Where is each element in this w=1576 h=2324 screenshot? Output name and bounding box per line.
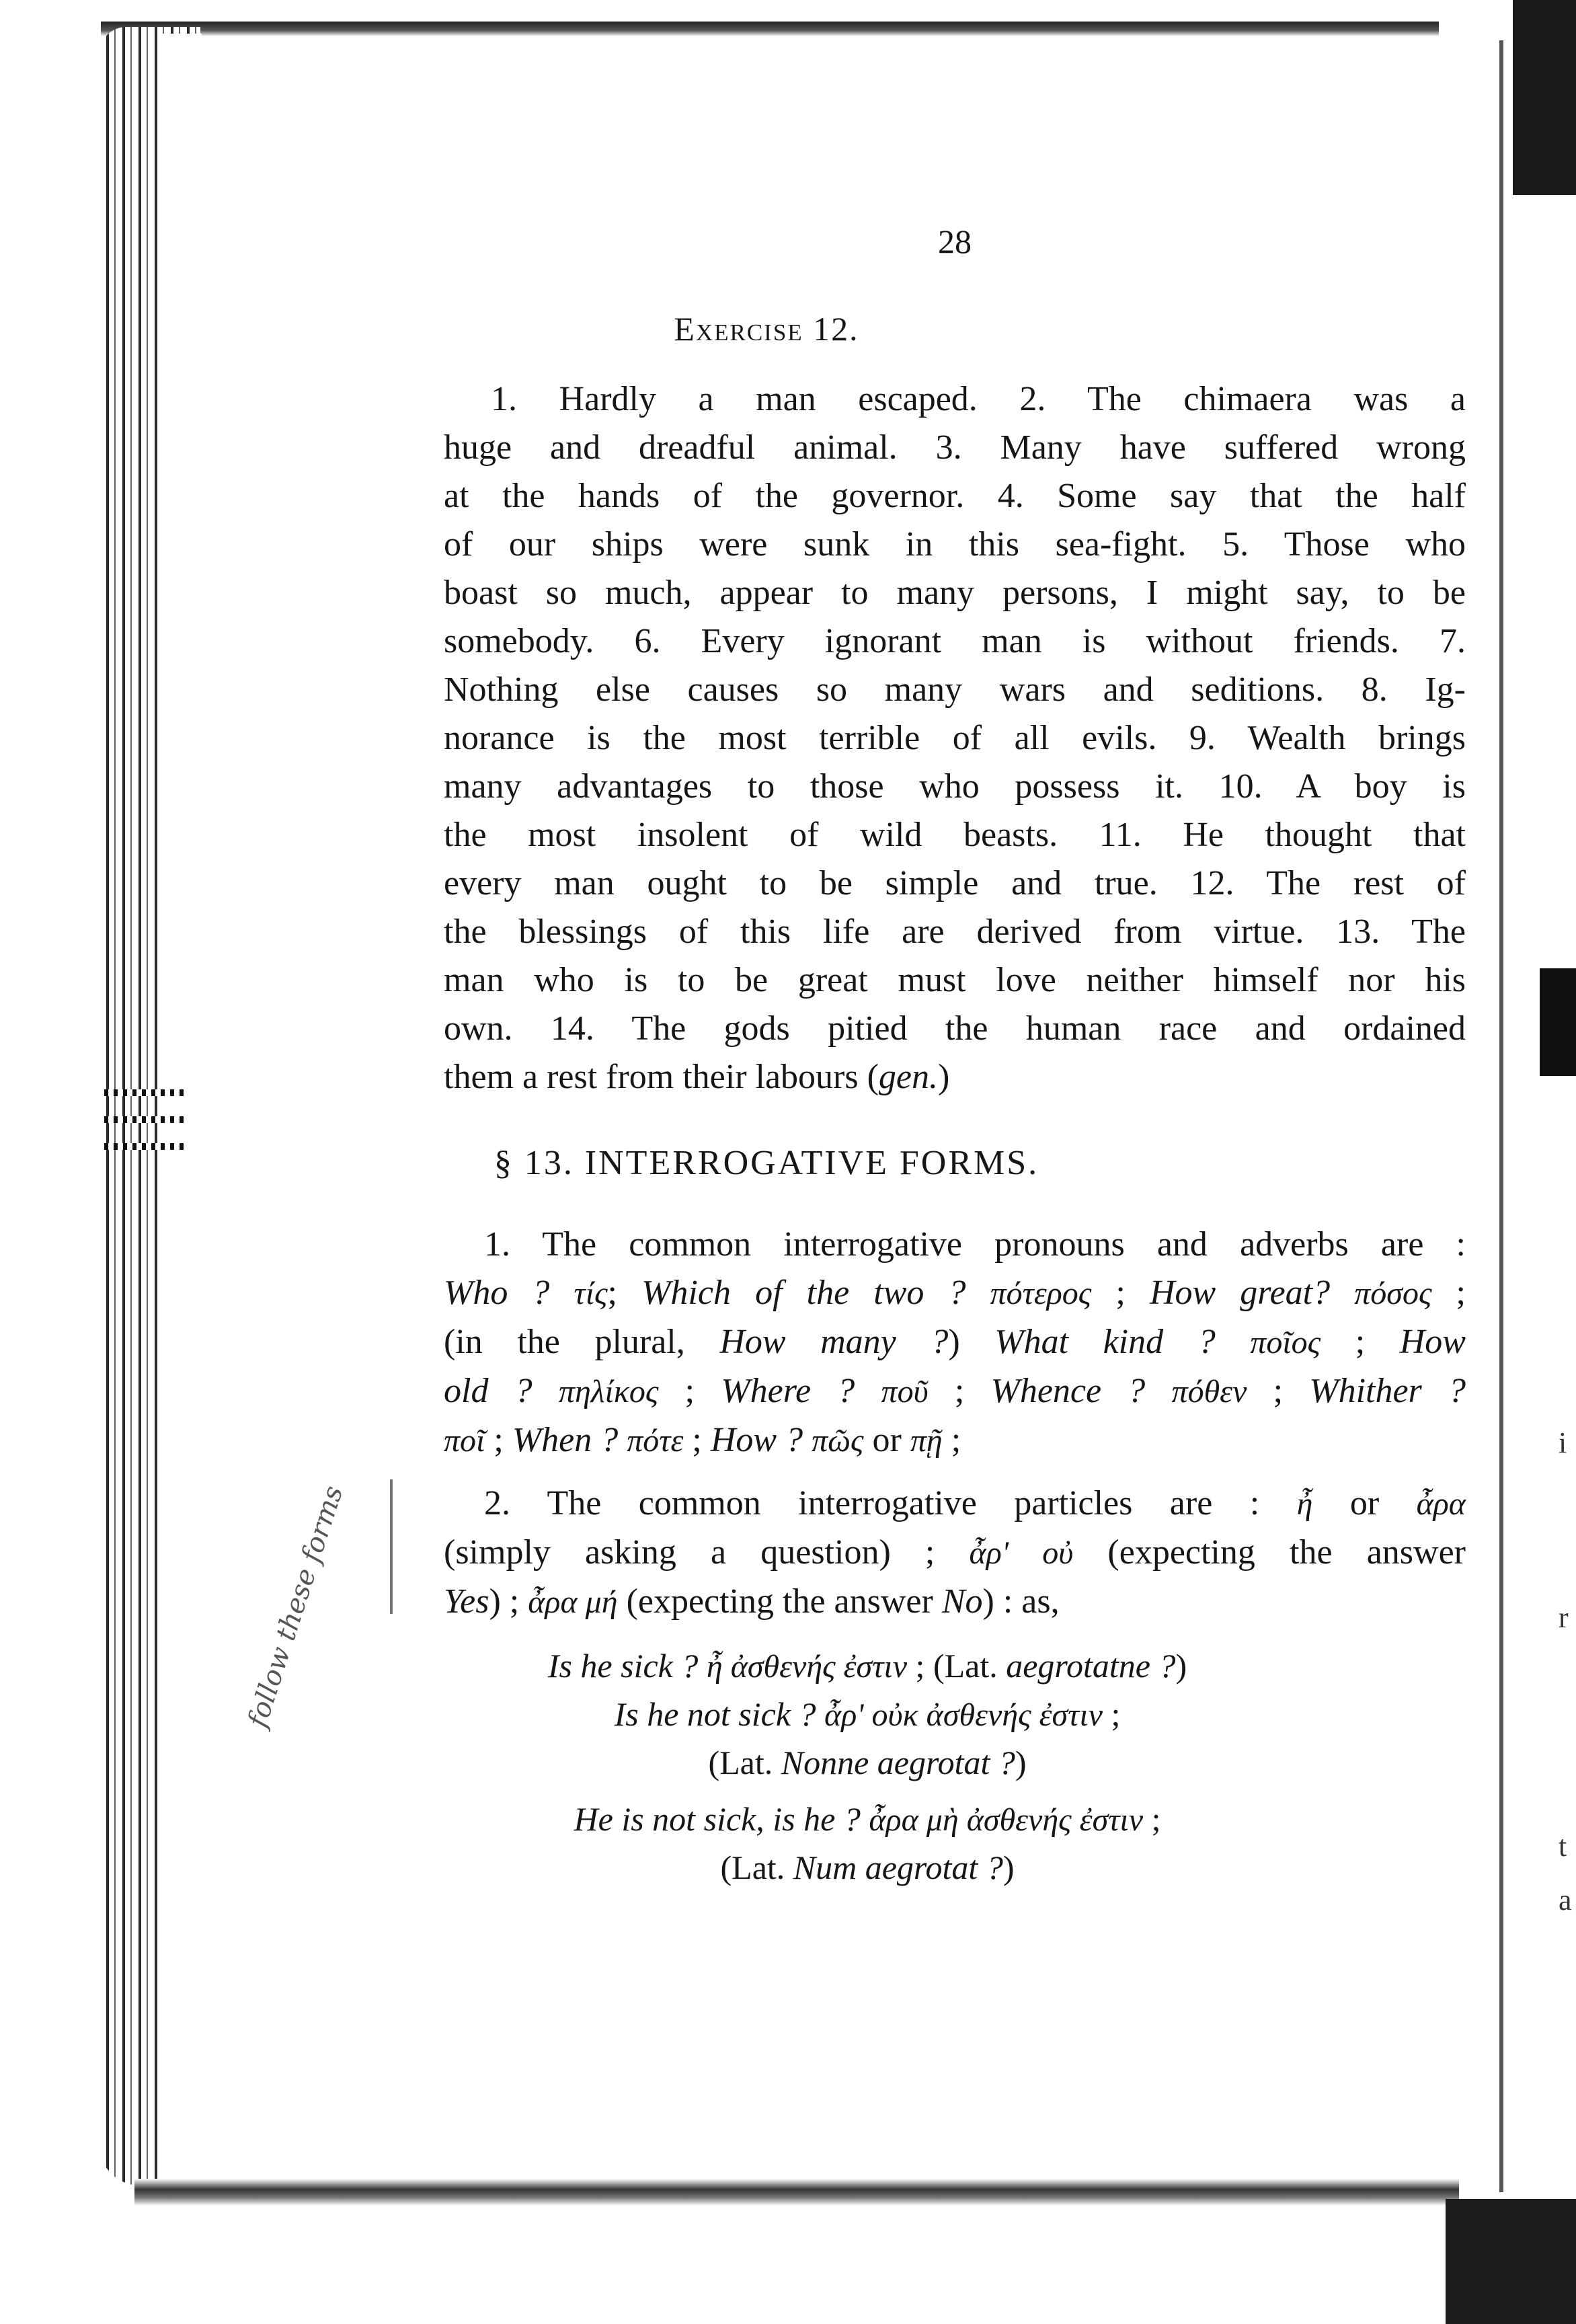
greek-term: τίς bbox=[574, 1276, 608, 1311]
punct: ; bbox=[1102, 1695, 1121, 1733]
punct: ; bbox=[1321, 1323, 1400, 1361]
text: (in the plural, bbox=[444, 1323, 720, 1361]
punct: ; bbox=[1143, 1800, 1161, 1838]
example-3 bbox=[0, 1743, 1533, 1782]
punct: ; bbox=[928, 1372, 991, 1410]
greek-term: ἆρα μή bbox=[528, 1584, 618, 1620]
punct: ; bbox=[658, 1372, 721, 1410]
exercise-line: Nothing else causes so many wars and seditions. 8. Ig- bbox=[444, 670, 1466, 709]
greek-term: ποῦ bbox=[881, 1374, 929, 1409]
exercise-paragraph bbox=[444, 375, 1466, 1101]
punct: ) ; bbox=[489, 1582, 528, 1621]
para1-line3 bbox=[444, 1318, 1466, 1367]
term: Yes bbox=[444, 1582, 489, 1621]
example-latin: Num aegrotat ? bbox=[793, 1849, 1003, 1886]
text: or bbox=[1312, 1484, 1417, 1522]
exercise-line: norance is the most terrible of all evils. 9. Wealth brings bbox=[444, 719, 1466, 757]
example-1 bbox=[0, 1646, 1533, 1685]
term: What kind ? bbox=[994, 1323, 1216, 1361]
scan-shadow-mid-right bbox=[1540, 968, 1576, 1076]
exercise-line: many advantages to those who possess it. 10. A boy is bbox=[444, 767, 1466, 806]
exercise-line: at the hands of the governor. 4. Some say that the half bbox=[444, 477, 1466, 515]
interrogative-pronouns-paragraph bbox=[444, 1221, 1466, 1465]
adjacent-page-letter: r bbox=[1559, 1601, 1569, 1634]
greek-term: πῶς bbox=[812, 1423, 864, 1459]
scan-shadow-top-right bbox=[1513, 0, 1576, 195]
text: ) : as, bbox=[982, 1582, 1060, 1621]
exercise-line: the most insolent of wild beasts. 11. He thought that bbox=[444, 816, 1466, 854]
book-top-edge bbox=[101, 22, 1439, 36]
exercise-line: of our ships were sunk in this sea-fight. 5. Those who bbox=[444, 525, 1466, 564]
example-latin: Nonne aegrotat ? bbox=[781, 1744, 1015, 1781]
para1-line5 bbox=[444, 1416, 1466, 1465]
exercise-line: own. 14. The gods pitied the human race and ordained bbox=[444, 1009, 1466, 1048]
exercise-line: boast so much, appear to many persons, I might say, to be bbox=[444, 574, 1466, 612]
greek-term: ποῖος bbox=[1250, 1325, 1321, 1360]
adjacent-page-letter: i bbox=[1559, 1426, 1567, 1459]
para1-line4 bbox=[444, 1367, 1466, 1416]
punct: ) bbox=[1015, 1744, 1027, 1781]
section-heading: § 13. INTERROGATIVE FORMS. bbox=[494, 1144, 1039, 1182]
term: How ? bbox=[710, 1421, 803, 1459]
term: Which of the two ? bbox=[641, 1274, 966, 1312]
adjacent-page-letter: t bbox=[1559, 1830, 1567, 1863]
punct: ; bbox=[942, 1421, 961, 1459]
exercise-line-last: them a rest from their labours (gen.) bbox=[444, 1058, 950, 1096]
term: old ? bbox=[444, 1372, 533, 1410]
term: How bbox=[1399, 1323, 1466, 1361]
adjacent-page-letter: a bbox=[1559, 1884, 1572, 1916]
gen-note: gen. bbox=[878, 1058, 939, 1096]
text: 2. The common interrogative particles are : bbox=[484, 1484, 1297, 1522]
page-edge-marks bbox=[104, 1116, 185, 1123]
greek-term: πότε bbox=[627, 1423, 684, 1459]
punct: ; bbox=[1247, 1372, 1310, 1410]
exercise-line: them a rest from their labours bbox=[444, 1058, 859, 1096]
example-english: Is he not sick ? bbox=[614, 1695, 816, 1733]
example-greek: ἦ ἀσθενής ἐστιν bbox=[706, 1649, 908, 1684]
greek-term: πηλίκος bbox=[558, 1374, 659, 1409]
example-greek: ἆρ' οὐκ ἀσθενής ἐστιν bbox=[824, 1697, 1103, 1733]
exercise-title: Exercise 12. bbox=[674, 310, 859, 348]
punct: ; bbox=[1431, 1274, 1466, 1312]
term: How great? bbox=[1149, 1274, 1331, 1312]
greek-term: ἦ bbox=[1296, 1486, 1313, 1522]
punct: ; bbox=[683, 1421, 711, 1459]
para2-line3 bbox=[444, 1578, 1466, 1627]
punct: ) bbox=[1002, 1849, 1015, 1886]
para2-line2 bbox=[444, 1528, 1466, 1578]
margin-pencil-line bbox=[390, 1479, 393, 1614]
punct: ) bbox=[1175, 1647, 1187, 1684]
text: (Lat. bbox=[720, 1849, 793, 1886]
greek-term: ποῖ bbox=[444, 1423, 485, 1459]
para1-line2 bbox=[444, 1269, 1466, 1318]
term: Whence ? bbox=[990, 1372, 1146, 1410]
greek-term: πότερος bbox=[990, 1276, 1092, 1311]
text: ; (Lat. bbox=[907, 1647, 1007, 1684]
text: or bbox=[863, 1421, 910, 1459]
term: Who ? bbox=[444, 1274, 550, 1312]
exercise-line: huge and dreadful animal. 3. Many have suffered wrong bbox=[444, 428, 1466, 467]
page-number: 28 bbox=[938, 223, 972, 260]
example-5 bbox=[0, 1848, 1533, 1887]
exercise-line: 1. Hardly a man escaped. 2. The chimaera was a bbox=[491, 380, 1466, 418]
interrogative-particles-paragraph bbox=[444, 1479, 1466, 1627]
exercise-line: the blessings of this life are derived from virtue. 13. The bbox=[444, 913, 1466, 951]
text: (simply asking a question) ; bbox=[444, 1533, 970, 1572]
greek-term: ἆρα bbox=[1416, 1486, 1466, 1522]
example-2 bbox=[0, 1695, 1533, 1734]
punct: ; bbox=[1091, 1274, 1150, 1312]
handwritten-margin-note: follow these forms bbox=[242, 1481, 350, 1732]
example-english: Is he sick ? bbox=[547, 1647, 699, 1684]
page-edge-marks bbox=[104, 1089, 185, 1096]
text: (expecting the answer bbox=[1073, 1533, 1466, 1572]
punct: ; bbox=[485, 1421, 512, 1459]
example-greek: ἆρα μὴ ἀσθενής ἐστιν bbox=[869, 1802, 1144, 1838]
exercise-line: every man ought to be simple and true. 12. The rest of bbox=[444, 864, 1466, 902]
para1-intro: 1. The common interrogative pronouns and adverbs are : bbox=[484, 1225, 1466, 1264]
exercise-line: somebody. 6. Every ignorant man is without friends. 7. bbox=[444, 622, 1466, 660]
exercise-line: man who is to be great must love neither himself nor his bbox=[444, 961, 1466, 999]
scan-shadow-bottom-right bbox=[1446, 2199, 1576, 2324]
example-4 bbox=[0, 1799, 1533, 1838]
greek-term: ἆρ' οὐ bbox=[969, 1535, 1074, 1571]
text: (expecting the answer bbox=[617, 1582, 942, 1621]
punct: ; bbox=[607, 1274, 642, 1312]
book-bottom-edge bbox=[134, 2179, 1459, 2206]
term: Where ? bbox=[721, 1372, 855, 1410]
term: No bbox=[941, 1582, 983, 1621]
greek-term: πόσος bbox=[1354, 1276, 1432, 1311]
punct: ) bbox=[948, 1323, 995, 1361]
term: How many ? bbox=[719, 1323, 949, 1361]
example-english: He is not sick, is he ? bbox=[574, 1800, 861, 1838]
text: (Lat. bbox=[708, 1744, 781, 1781]
greek-term: πῇ bbox=[910, 1423, 943, 1459]
term: Whither ? bbox=[1309, 1372, 1466, 1410]
greek-term: πόθεν bbox=[1171, 1374, 1247, 1409]
example-latin: aegrotatne ? bbox=[1006, 1647, 1176, 1684]
para2-line1 bbox=[444, 1479, 1466, 1528]
term: When ? bbox=[512, 1421, 619, 1459]
